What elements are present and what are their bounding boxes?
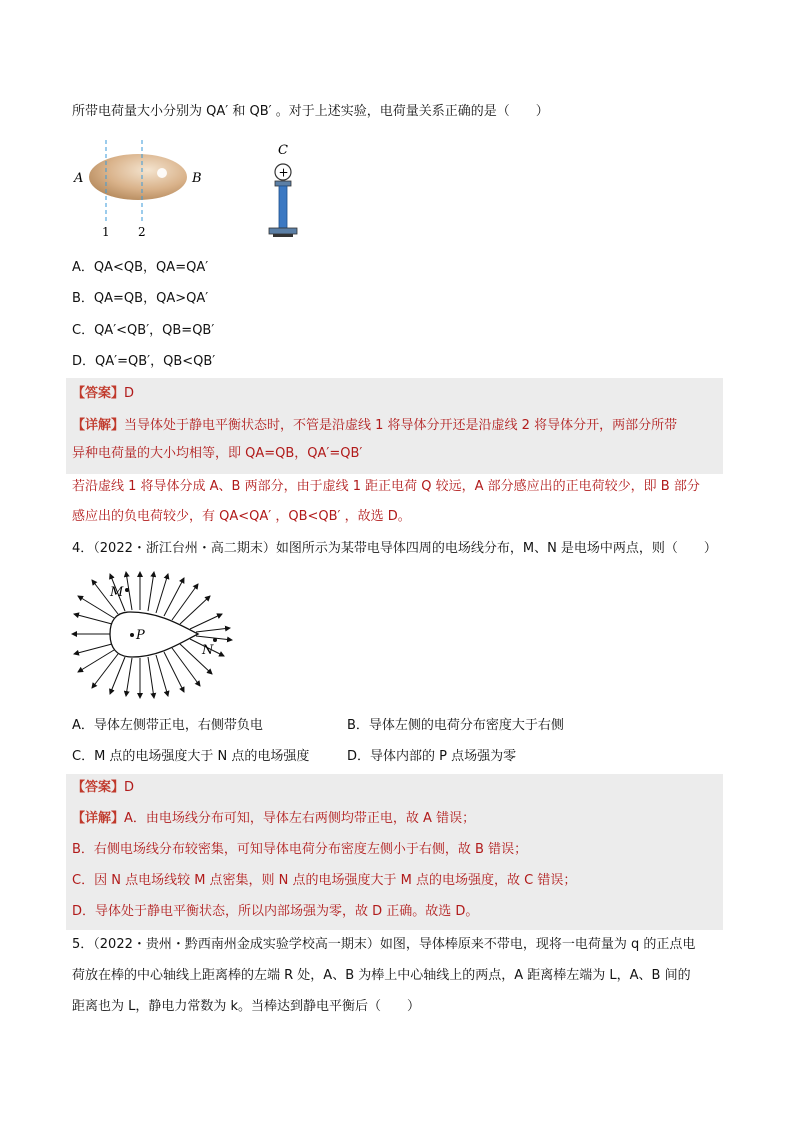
label-c: C <box>278 143 288 158</box>
answer-tag: 【答案】 <box>72 386 125 401</box>
line-label-2: 2 <box>138 225 146 239</box>
detail-line: 异种电荷量的大小均相等，即 QA=QB，QA′=QB′ <box>72 446 363 461</box>
detail-line: B．右侧电场线分布较密集，可知导体电荷分布密度左侧小于右侧，故 B 错误； <box>72 842 528 857</box>
q3-stem: 所带电荷量大小分别为 QA′ 和 QB′ 。对于上述实验，电荷量关系正确的是（ ） <box>72 104 549 119</box>
point-n <box>213 638 217 642</box>
q5-stem-line-1: 5．（2022・贵州・黔西南州金成实验学校高一期末）如图，导体棒原来不带电，现将一电荷量为 q 的正点电 <box>72 937 696 952</box>
detail-line: 当导体处于静电平衡状态时，不管是沿虚线 1 将导体分开还是沿虚线 2 将导体分开，两部分所带 <box>124 418 678 433</box>
detail-tag: 【详解】 <box>72 418 125 433</box>
q3-option-b: B．QA=QB，QA>QA′ <box>72 291 209 306</box>
detail-line: D．导体处于静电平衡状态，所以内部场强为零，故 D 正确。故选 D。 <box>72 904 479 919</box>
q3-extra-line-2: 感应出的负电荷较少，有 QA<QA′ ，QB<QB′ ，故选 D。 <box>72 509 411 524</box>
answer-value: D <box>124 386 135 401</box>
label-m: M <box>110 585 124 600</box>
q5-stem-line-2: 荷放在棒的中心轴线上距离棒的左端 R 处，A、B 为棒上中心轴线上的两点，A 距离棒左端为 L，A、B 间的 <box>72 968 691 983</box>
conductor-outline <box>110 612 198 657</box>
label-b: B <box>192 171 202 186</box>
label-n: N <box>202 643 214 658</box>
q4-option-d: D．导体内部的 P 点场强为零 <box>347 749 517 764</box>
stand-collar <box>275 181 291 186</box>
label-p: P <box>136 628 145 643</box>
answer-tag: 【答案】 <box>72 780 125 795</box>
q3-option-a: A．QA<QB，QA=QA′ <box>72 260 209 275</box>
answer-value: D <box>124 780 135 795</box>
detail-tag: 【详解】 <box>72 811 125 826</box>
label-a: A <box>74 171 84 186</box>
q4-answer-row <box>66 778 723 798</box>
q3-option-c: C．QA′<QB′，QB=QB′ <box>72 323 215 338</box>
q4-option-b: B．导体左侧的电荷分布密度大于右侧 <box>347 718 564 733</box>
q3-option-d: D．QA′=QB′，QB<QB′ <box>72 354 216 369</box>
detail-line: A．由电场线分布可知，导体左右两侧均带正电，故 A 错误； <box>124 811 476 826</box>
point-m <box>125 588 129 592</box>
q3-answer-row <box>66 384 723 404</box>
q3-figure <box>70 140 340 245</box>
plus-sign: + <box>278 165 289 180</box>
q4-stem: 4．（2022・浙江台州・高二期末）如图所示为某带电导体四周的电场线分布，M、N 是电场中两点，则（ ） <box>72 541 717 556</box>
q3-answer-box <box>66 378 723 474</box>
q4-detail-row <box>66 809 723 829</box>
q4-figure <box>70 570 240 702</box>
conductor-ellipse <box>89 154 187 200</box>
q4-option-c: C．M 点的电场强度大于 N 点的电场强度 <box>72 749 310 764</box>
q3-extra-line-1: 若沿虚线 1 将导体分成 A、B 两部分，由于虚线 1 距正电荷 Q 较远，A 部分感应出的正电荷较少，即 B 部分 <box>72 479 700 494</box>
point-p <box>130 633 134 637</box>
q5-stem-line-3: 距离也为 L，静电力常数为 k。当棒达到静电平衡后（ ） <box>72 999 421 1014</box>
stand-base <box>269 228 297 234</box>
line-label-1: 1 <box>102 225 110 239</box>
q4-answer-box <box>66 774 723 930</box>
q4-option-a: A．导体左侧带正电，右侧带负电 <box>72 718 263 733</box>
detail-line: C．因 N 点电场线较 M 点密集，则 N 点的电场强度大于 M 点的电场强度，故 C 错误； <box>72 873 577 888</box>
stand-pole <box>279 186 287 228</box>
q3-detail-row <box>66 416 723 436</box>
